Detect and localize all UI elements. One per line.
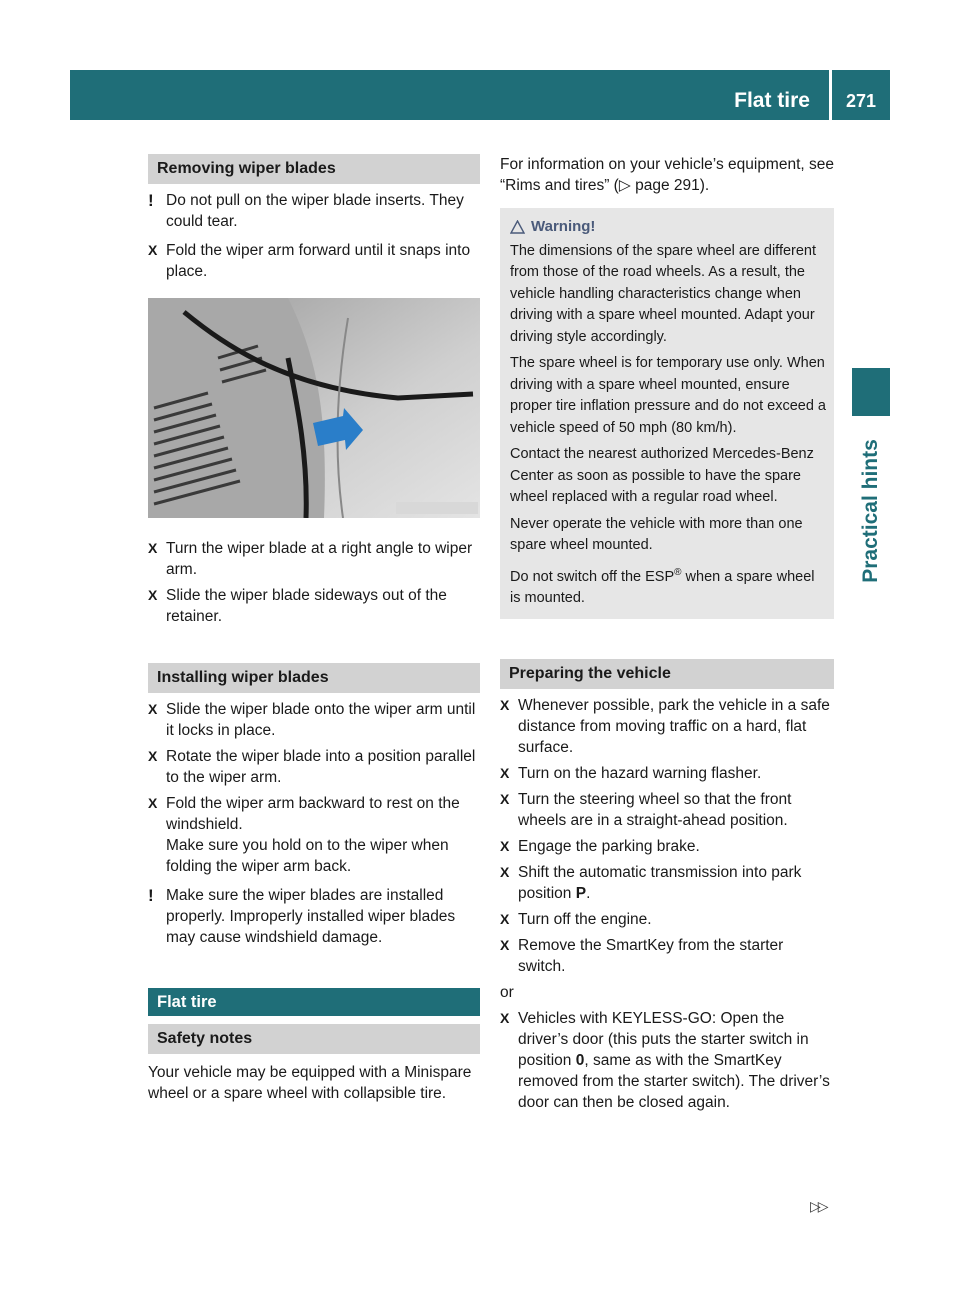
prep-step-2: X Turn on the hazard warning flasher. [500, 765, 762, 783]
installing-note: ! Make sure the wiper blades are installed properly. Improperly installed wiper blades may cause windshield damage. [148, 886, 456, 946]
step-x-icon: X [148, 540, 158, 556]
warning-p5: Do not switch off the ESP® when a spare wheel is mounted. [510, 566, 815, 606]
side-tab-label: Practical hints [859, 439, 882, 583]
step-x-icon: X [148, 795, 158, 811]
step-x-icon: X [148, 587, 158, 603]
prep-step-5: X Shift the automatic transmission into park position P. [500, 864, 802, 903]
step-x-icon: X [500, 937, 510, 954]
page-number: 271 [845, 91, 877, 111]
safety-text: Your vehicle may be equipped with a Minispare wheel or a spare wheel with collapsible tire. [148, 1064, 472, 1102]
wiper-photo [148, 298, 480, 518]
step-x-icon: X [148, 701, 158, 717]
intro-text: For information on your vehicle’s equipment, see “Rims and tires” (▷ page 291). [500, 156, 834, 194]
chapter-title: Flat tire [734, 89, 810, 112]
prep-step-6: X Turn off the engine. [500, 911, 652, 929]
step-x-icon: X [500, 911, 510, 928]
removing-note: ! Do not pull on the wiper blade inserts. They could tear. [148, 191, 464, 230]
warning-p2: The spare wheel is for temporary use only. When driving with a spare wheel mounted, ensure proper tire inflation pressure and do not exceed a vehicle speed of 50 mph (80 km/h). [510, 355, 826, 436]
installing-step-1: X Slide the wiper blade onto the wiper arm until it locks in place. [148, 701, 476, 739]
warning-box [500, 208, 834, 619]
step-x-icon: X [500, 791, 510, 808]
step-x-icon: X [148, 748, 158, 764]
left-column [148, 154, 480, 1104]
safety-heading: Safety notes [148, 1024, 480, 1054]
side-tab [852, 426, 890, 596]
step-x-icon: X [500, 765, 510, 782]
warning-p3: Contact the nearest authorized Mercedes-Benz Center as soon as possible to have the spare wheel replaced with a regular road wheel. [510, 446, 814, 505]
step-x-icon: X [148, 242, 158, 258]
warning-triangle-icon [510, 220, 525, 234]
right-column [500, 154, 834, 1118]
page-ref-link[interactable]: ▷ page 291 [618, 177, 700, 194]
removing-step-3: X Slide the wiper blade sideways out of the retainer. [148, 587, 447, 625]
page-header [70, 70, 890, 120]
installing-step-2: X Rotate the wiper blade into a position parallel to the wiper arm. [148, 748, 476, 786]
prep-step-4: X Engage the parking brake. [500, 838, 700, 856]
caution-icon: ! [148, 886, 154, 905]
caution-icon: ! [148, 191, 154, 210]
warning-p1: The dimensions of the spare wheel are different from those of the road wheels. As a result, the vehicle handling characteristics change when driving with a spare wheel mounted. Adapt your driving style accordingly. [510, 242, 817, 345]
removing-step-2: X Turn the wiper blade at a right angle to wiper arm. [148, 540, 473, 578]
or-text: or [500, 984, 514, 1002]
prep-step-7: X Remove the SmartKey from the starter switch. [500, 937, 784, 976]
step-x-icon: X [500, 1010, 510, 1027]
step-x-icon: X [500, 697, 510, 714]
removing-step-1: X Fold the wiper arm forward until it snaps into place. [148, 242, 471, 280]
step-x-icon: X [500, 864, 510, 881]
installing-step-3: X Fold the wiper arm backward to rest on the windshield. Make sure you hold on to the wiper when folding the wiper arm back. [148, 795, 460, 875]
preparing-heading: Preparing the vehicle [500, 659, 834, 689]
side-marker [852, 368, 890, 416]
prep-step-1: X Whenever possible, park the vehicle in a safe distance from moving traffic on a hard, flat surface. [500, 697, 830, 757]
continue-marker: ▷▷ [810, 1198, 826, 1214]
warning-p4: Never operate the vehicle with more than one spare wheel mounted. [510, 515, 803, 553]
removing-heading: Removing wiper blades [148, 154, 480, 184]
prep-step-8: X Vehicles with KEYLESS-GO: Open the driver’s door (this puts the starter switch in position 0, same as with the SmartKey removed from the starter switch). The driver’s door can then be closed again. [500, 1010, 830, 1112]
warning-title: Warning! [510, 216, 826, 238]
prep-step-3: X Turn the steering wheel so that the front wheels are in a straight-ahead position. [500, 791, 792, 830]
flat-tire-heading: Flat tire [148, 988, 480, 1016]
installing-heading: Installing wiper blades [148, 663, 480, 693]
step-x-icon: X [500, 838, 510, 855]
